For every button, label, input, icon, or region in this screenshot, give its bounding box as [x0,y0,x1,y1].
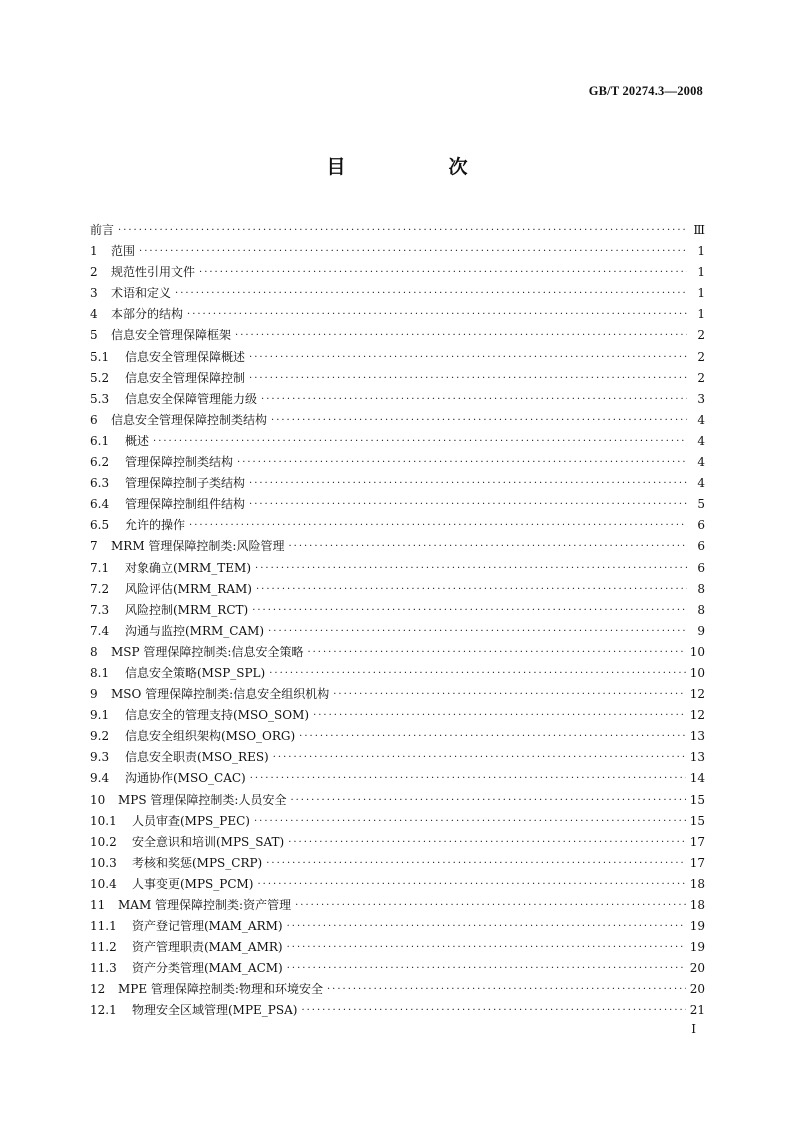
toc-entry-number: 5 [90,328,98,343]
toc-dot-leader [288,832,686,853]
toc-dot-leader [261,389,687,410]
toc-entry-page: 15 [689,813,705,828]
toc-entry[interactable] [90,473,705,494]
toc-entry-number: 11.1 [90,919,117,934]
toc-entry-title: 概述 [125,433,150,448]
toc-entry-number: 10.2 [90,834,117,849]
toc-entry[interactable] [90,558,705,579]
toc-entry-number: 5.1 [90,349,110,364]
toc-entry-number: 12.1 [90,1003,117,1018]
page-title: 目 次 [326,156,510,178]
toc-entry[interactable] [90,452,705,473]
toc-entry-number: 10.4 [90,876,117,891]
toc-entry-page: 13 [689,750,705,765]
toc-entry-page: 18 [689,876,705,891]
toc-entry[interactable] [90,304,705,325]
toc-entry-page: 4 [697,412,705,427]
toc-entry-title: 安全意识和培训(MPS_SAT) [132,834,285,849]
toc-dot-leader [299,726,686,747]
toc-entry-title: MPE 管理保障控制类:物理和环境安全 [118,982,323,997]
toc-entry-title: 允许的操作 [125,518,186,533]
toc-entry-page: 14 [689,771,705,786]
toc-entry-page: 4 [697,433,705,448]
toc-entry[interactable] [90,663,705,684]
toc-entry-title: 沟通与监控(MRM_CAM) [125,623,265,638]
toc-entry[interactable] [90,853,705,874]
toc-entry-title: 信息安全的管理支持(MSO_SOM) [125,708,310,723]
toc-entry-page: 12 [689,687,705,702]
standard-number: GB/T 20274.3—2008 [588,84,703,98]
toc-dot-leader [189,515,687,536]
toc-entry-number: 10 [90,792,106,807]
toc-entry-page: 17 [689,834,705,849]
toc-entry-page: 2 [697,328,705,343]
toc-entry[interactable] [90,410,705,431]
toc-entry-page: 4 [697,455,705,470]
toc-entry-title: 信息安全职责(MSO_RES) [125,750,269,765]
toc-entry-page: 13 [689,729,705,744]
toc-entry[interactable] [90,283,705,304]
toc-entry-number: 10.3 [90,855,117,870]
toc-entry-page: 1 [697,307,705,322]
toc-entry-number: 12 [90,982,106,997]
toc-entry-page: 19 [689,940,705,955]
toc-entry-title: 信息安全策略(MSP_SPL) [125,665,266,680]
toc-entry[interactable] [90,684,705,705]
toc-entry-title: 范围 [111,244,136,259]
toc-entry[interactable] [90,347,705,368]
toc-entry-number: 4 [90,307,98,322]
toc-entry-title: 管理保障控制类结构 [125,455,234,470]
toc-dot-leader [250,768,686,789]
toc-entry-page: 6 [697,539,705,554]
toc-entry-title: 人员审查(MPS_PEC) [132,813,250,828]
toc-entry-title: 管理保障控制组件结构 [125,497,246,512]
toc-entry[interactable] [90,874,705,895]
toc-dot-leader [237,452,687,473]
toc-entry[interactable] [90,600,705,621]
toc-dot-leader [235,325,687,346]
toc-dot-leader [287,937,686,958]
toc-entry-title: 资产登记管理(MAM_ARM) [132,919,283,934]
toc-dot-leader [307,642,685,663]
toc-dot-leader [187,304,687,325]
toc-entry-number: 9.1 [90,708,110,723]
toc-entry-number: 11 [90,898,106,912]
toc-entry-page: 20 [689,961,705,976]
toc-entry[interactable] [90,916,705,937]
toc-entry-number: 6.4 [90,497,110,512]
toc-entry-title: 考核和奖惩(MPS_CRP) [132,855,263,870]
toc-entry[interactable] [90,621,705,642]
toc-dot-leader [255,558,687,579]
toc-dot-leader [254,811,686,832]
toc-entry-title: 信息安全管理保障控制类结构 [111,412,268,427]
toc-entry-page: 15 [689,792,705,807]
toc-entry[interactable] [90,832,705,853]
toc-dot-leader [252,600,687,621]
toc-entry-title: 信息安全组织架构(MSO_ORG) [125,729,296,744]
toc-entry-page: 1 [697,244,705,259]
toc-dot-leader [301,1000,685,1021]
toc-dot-leader [333,684,686,705]
toc-entry-number: 6.3 [90,476,110,491]
toc-entry-number: 10.1 [90,813,117,828]
toc-dot-leader [290,790,685,811]
toc-entry-number: 9.4 [90,771,110,786]
toc-dot-leader [118,220,687,241]
toc-entry[interactable] [90,726,705,747]
toc-entry-number: 9.2 [90,729,110,744]
toc-entry[interactable] [90,389,705,410]
toc-dot-leader [327,979,686,1000]
toc-entry[interactable] [90,325,705,346]
toc-dot-leader [249,368,687,389]
toc-entry-number: 7.2 [90,581,110,596]
toc-entry-page: 17 [689,855,705,870]
toc-entry[interactable] [90,241,705,262]
toc-entry-title: 资产管理职责(MAM_AMR) [132,940,283,955]
toc-entry-number: 9 [90,687,98,702]
toc-dot-leader [153,431,687,452]
toc-entry-title: 人事变更(MPS_PCM) [132,876,254,891]
toc-entry-number: 9.3 [90,750,110,765]
toc-entry-title: 规范性引用文件 [111,265,196,280]
toc-entry[interactable] [90,705,705,726]
toc-entry-number: 11.3 [90,961,117,976]
toc-dot-leader [258,874,686,895]
toc-entry[interactable] [90,790,705,811]
toc-entry-page: 9 [697,623,705,638]
toc-entry[interactable] [90,768,705,789]
toc-entry-title: 风险评估(MRM_RAM) [125,581,252,596]
toc-entry-page: 19 [689,919,705,934]
toc-entry-title: MSO 管理保障控制类:信息安全组织机构 [111,687,330,702]
toc-entry-number: 6.1 [90,433,110,448]
toc-entry-title: 资产分类管理(MAM_ACM) [132,961,283,976]
toc-entry[interactable] [90,494,705,515]
toc-entry-title: 管理保障控制子类结构 [125,476,246,491]
toc-entry-number: 8.1 [90,665,110,680]
toc-entry-title: MAM 管理保障控制类:资产管理 [118,898,292,912]
toc-entry[interactable] [90,262,705,283]
table-of-contents [90,220,705,1022]
toc-entry-title: 对象确立(MRM_TEM) [125,560,252,575]
toc-entry[interactable] [90,642,705,663]
toc-dot-leader [199,262,687,283]
toc-dot-leader [249,494,687,515]
toc-entry-page: 5 [697,497,705,512]
toc-entry-number: 7 [90,539,98,554]
toc-dot-leader [266,853,685,874]
toc-dot-leader [287,958,686,979]
toc-entry-page: 10 [689,644,705,659]
toc-entry-number: 6 [90,412,98,427]
toc-entry[interactable] [90,811,705,832]
toc-entry-title: MRM 管理保障控制类:风险管理 [111,539,285,554]
toc-entry[interactable] [90,937,705,958]
toc-dot-leader [175,283,687,304]
toc-entry-title: 本部分的结构 [111,307,184,322]
toc-entry-title: 信息安全管理保障控制 [125,370,246,385]
toc-entry-title: 信息安全保障管理能力级 [125,391,258,406]
toc-entry-number: 7.1 [90,560,110,575]
toc-entry-number: 5.2 [90,370,110,385]
toc-entry-page: 6 [697,518,705,533]
toc-entry-title: 物理安全区域管理(MPE_PSA) [132,1003,298,1018]
toc-entry-page: 18 [689,898,705,912]
toc-entry-title: MPS 管理保障控制类:人员安全 [118,792,287,807]
toc-entry-page: 2 [697,370,705,385]
toc-dot-leader [256,579,687,600]
toc-entry-page: 12 [689,708,705,723]
toc-entry[interactable] [90,368,705,389]
toc-entry-number: 2 [90,265,98,280]
toc-entry-title: 信息安全管理保障框架 [111,328,232,343]
toc-entry-number: 1 [90,244,98,259]
toc-entry-title: MSP 管理保障控制类:信息安全策略 [111,644,304,659]
toc-entry-page: 8 [697,581,705,596]
toc-dot-leader [249,347,687,368]
toc-entry-page: 2 [697,349,705,364]
toc-entry-page: 1 [697,286,705,301]
toc-entry[interactable] [90,536,705,557]
page-number: I [691,1022,696,1036]
toc-entry-page: 6 [697,560,705,575]
toc-entry-number: 6.2 [90,455,110,470]
toc-entry-page: 21 [689,1003,705,1018]
toc-entry-page: 4 [697,476,705,491]
toc-entry[interactable] [90,579,705,600]
toc-entry-page: Ⅲ [693,223,705,237]
toc-entry-number: 7.3 [90,602,110,617]
toc-entry[interactable] [90,747,705,768]
toc-dot-leader [268,621,687,642]
toc-entry-number: 5.3 [90,391,110,406]
toc-entry-title: 前言 [90,223,115,237]
toc-entry-number: 3 [90,286,98,301]
toc-dot-leader [273,747,686,768]
toc-entry-title: 风险控制(MRM_RCT) [125,602,249,617]
toc-entry[interactable] [90,958,705,979]
toc-dot-leader [269,663,686,684]
toc-entry[interactable] [90,431,705,452]
toc-dot-leader [287,916,686,937]
toc-entry-title: 信息安全管理保障概述 [125,349,246,364]
toc-entry-page: 3 [697,391,705,406]
toc-entry-number: 7.4 [90,623,110,638]
toc-entry[interactable] [90,1000,705,1021]
toc-entry-number: 6.5 [90,518,110,533]
toc-entry-number: 8 [90,644,98,659]
toc-entry-page: 8 [697,602,705,617]
toc-entry-title: 沟通协作(MSO_CAC) [125,771,246,786]
toc-dot-leader [295,895,686,916]
toc-entry[interactable] [90,220,705,241]
toc-entry[interactable] [90,979,705,1000]
toc-entry-page: 20 [689,982,705,997]
toc-entry[interactable] [90,895,705,916]
toc-dot-leader [288,536,687,557]
toc-dot-leader [249,473,687,494]
toc-entry-page: 10 [689,665,705,680]
toc-dot-leader [139,241,687,262]
toc-dot-leader [313,705,686,726]
toc-dot-leader [271,410,687,431]
toc-entry[interactable] [90,515,705,536]
toc-entry-title: 术语和定义 [111,286,172,301]
toc-entry-page: 1 [697,265,705,280]
toc-entry-number: 11.2 [90,940,117,955]
